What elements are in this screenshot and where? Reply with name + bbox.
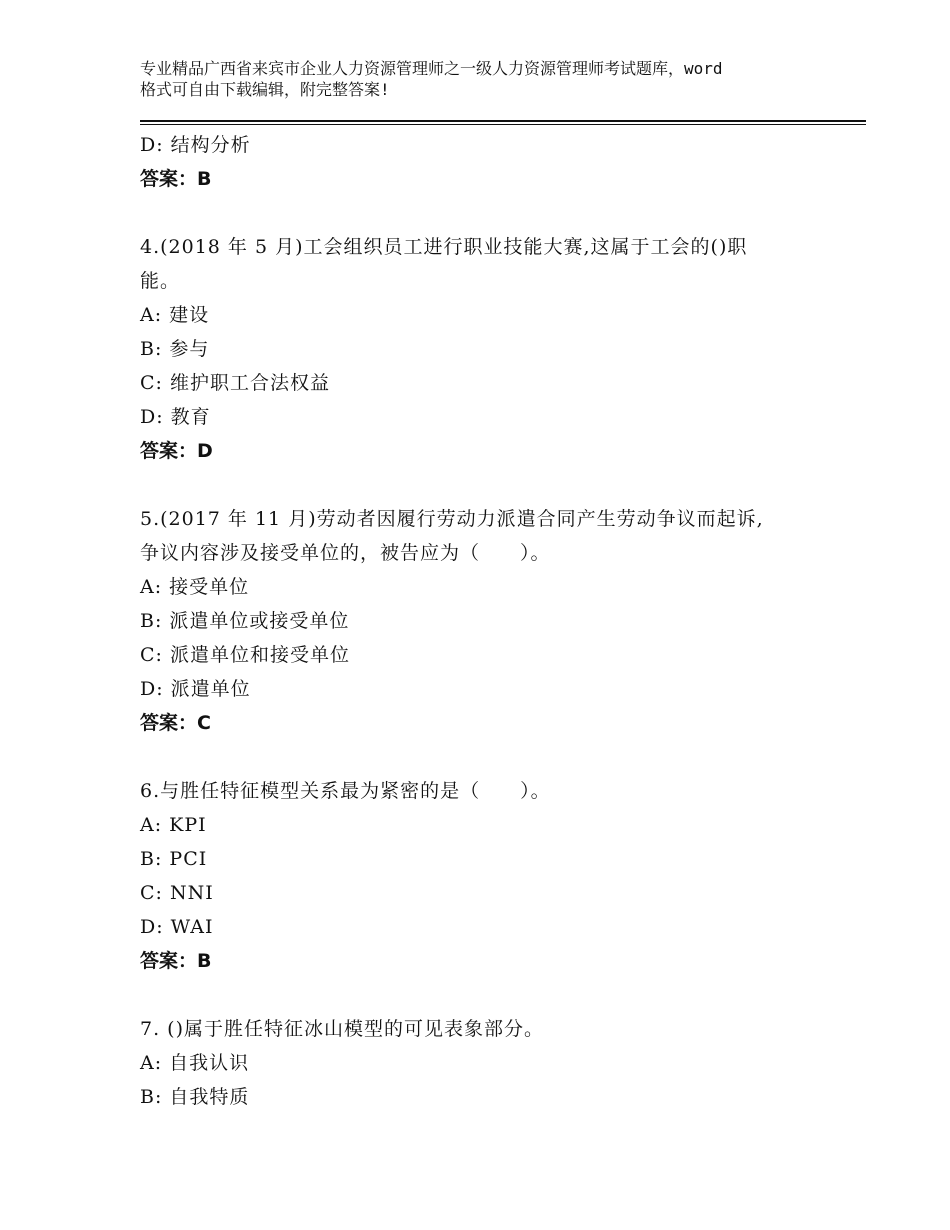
header-rule-thick [140,120,866,122]
spacer [140,740,840,774]
document-header [140,58,830,100]
question-text-line-2: 能。 [140,270,181,292]
spacer [140,468,840,502]
question-text-line-1: 6.与胜任特征模型关系最为紧密的是（ ）。 [140,780,551,802]
header-line-2: 格式可自由下载编辑，附完整答案! [140,80,390,99]
spacer [140,196,840,230]
question-7 [140,1012,840,1114]
option-a: A: 建设 [140,304,210,326]
option-c: C: 派遣单位和接受单位 [140,644,350,666]
option-d: D: 结构分析 [140,134,251,156]
option-b: B: 参与 [140,338,210,360]
answer: 答案：B [140,168,212,190]
answer: 答案：D [140,440,213,462]
option-d: D: 教育 [140,406,211,428]
question-text-line-1: 5.(2017 年 11 月)劳动者因履行劳动力派遣合同产生劳动争议而起诉, [140,508,764,530]
answer: 答案：B [140,950,212,972]
question-6 [140,774,840,978]
spacer [140,978,840,1012]
header-line-1: 专业精品广西省来宾市企业人力资源管理师之一级人力资源管理师考试题库，word [140,59,723,78]
option-a: A: 自我认识 [140,1052,250,1074]
answer: 答案：C [140,712,211,734]
option-c: C: NNI [140,882,214,904]
option-a: A: 接受单位 [140,576,250,598]
option-c: C: 维护职工合法权益 [140,372,330,394]
option-a: A: KPI [140,814,207,836]
question-4 [140,230,840,468]
header-rule-thin [140,124,866,125]
question-text-line-1: 7. ()属于胜任特征冰山模型的可见表象部分。 [140,1018,544,1040]
option-d: D: 派遣单位 [140,678,251,700]
option-d: D: WAI [140,916,214,938]
option-b: B: PCI [140,848,208,870]
question-5 [140,502,840,740]
question-text-line-1: 4.(2018 年 5 月)工会组织员工进行职业技能大赛,这属于工会的()职 [140,236,748,258]
question-list [140,128,840,1114]
question-3-tail [140,128,840,196]
option-b: B: 自我特质 [140,1086,250,1108]
option-b: B: 派遣单位或接受单位 [140,610,350,632]
question-text-line-2: 争议内容涉及接受单位的，被告应为（ ）。 [140,542,551,564]
